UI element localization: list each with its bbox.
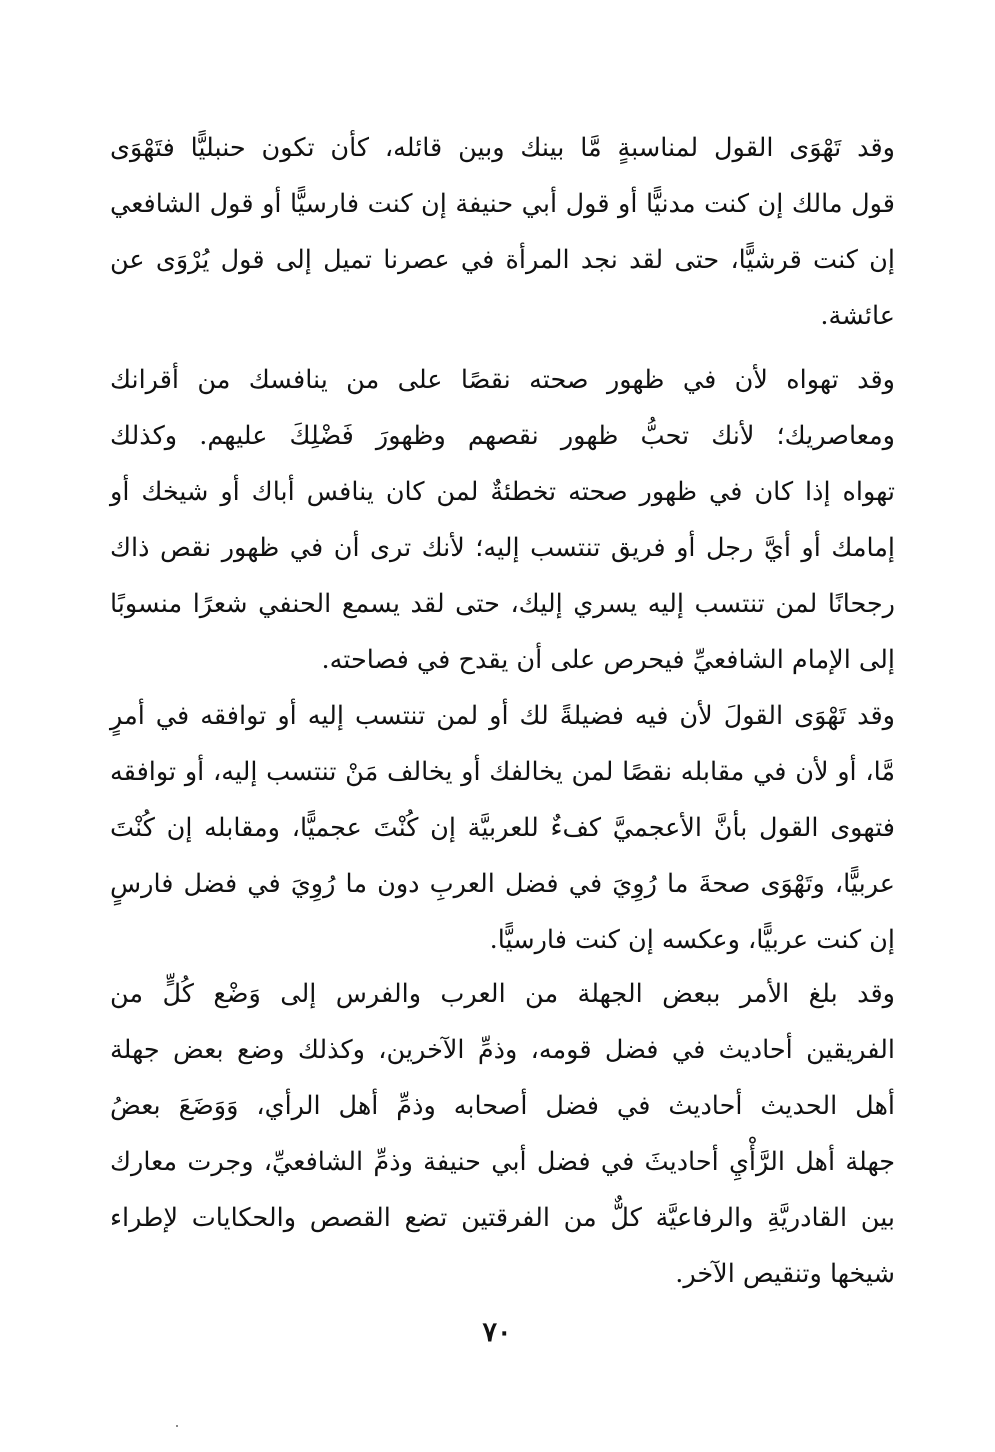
text-line: ومعاصريك؛ لأنك تحبُّ ظهور نقصهم وظهورَ فَضْلِكَ عليهم. وكذلك <box>110 421 895 451</box>
text-line: وقد بلغ الأمر ببعض الجهلة من العرب والفرس إلى وَضْع كُلٍّ من <box>110 979 895 1009</box>
text-line: الفريقين أحاديث في فضل قومه، وذمِّ الآخرين، وكذلك وضع بعض جهلة <box>110 1035 895 1065</box>
text-line: إلى الإمام الشافعيِّ فيحرص على أن يقدح في فصاحته. <box>321 645 895 675</box>
text-line: بين القادريَّةِ والرفاعيَّة كلٌّ من الفرقتين تضع القصص والحكايات لإطراء <box>110 1203 895 1233</box>
text-line: أهل الحديث أحاديث في فضل أصحابه وذمِّ أهل الرأي، وَوَضَعَ بعضُ <box>110 1091 895 1121</box>
text-line: وقد تَهْوَى القول لمناسبةٍ مَّا بينك وبين قائله، كأن تكون حنبليًّا فتَهْوَى <box>110 133 895 163</box>
text-line: قول مالك إن كنت مدنيًّا أو قول أبي حنيفة إن كنت فارسيًّا أو قول الشافعي <box>110 189 895 219</box>
text-line: جهلة أهل الرَّأْيِ أحاديثَ في فضل أبي حنيفة وذمِّ الشافعيِّ، وجرت معارك <box>110 1147 895 1177</box>
text-line: إن كنت عربيًّا، وعكسه إن كنت فارسيًّا. <box>489 925 895 955</box>
text-line: فتهوى القول بأنَّ الأعجميَّ كفءٌ للعربيَّة إن كُنْتَ عجميًّا، ومقابله إن كُنْتَ <box>110 813 895 843</box>
text-line: إن كنت قرشيًّا، حتى لقد نجد المرأة في عصرنا تميل إلى قول يُرْوَى عن <box>110 245 895 275</box>
text-line: شيخها وتنقيص الآخر. <box>675 1259 895 1289</box>
text-line: وقد تهواه لأن في ظهور صحته نقصًا على من ينافسك من أقرانك <box>110 365 895 395</box>
text-line: عربيًّا، وتَهْوَى صحةَ ما رُوِيَ في فضل العربِ دون ما رُوِيَ في فضل فارسٍ <box>110 869 895 899</box>
paragraph-4 <box>110 966 895 1302</box>
text-line: تهواه إذا كان في ظهور صحته تخطئةٌ لمن كان ينافس أباك أو شيخك أو <box>110 477 895 507</box>
scan-speck <box>176 1425 178 1427</box>
text-line: وقد تَهْوَى القولَ لأن فيه فضيلةً لك أو لمن تنتسب إليه أو توافقه في أمرٍ <box>110 701 895 731</box>
text-line: رجحانًا لمن تنتسب إليه يسري إليك، حتى لقد يسمع الحنفي شعرًا منسوبًا <box>110 589 895 619</box>
page-number: ٧٠ <box>482 1317 512 1348</box>
paragraph-2 <box>110 352 895 688</box>
paragraph-1 <box>110 120 895 344</box>
text-line: عائشة. <box>820 301 895 331</box>
paragraph-3 <box>110 688 895 968</box>
text-line: مَّا، أو لأن في مقابله نقصًا لمن يخالفك أو يخالف مَنْ تنتسب إليه، أو توافقه <box>110 757 895 787</box>
text-line: إمامك أو أيَّ رجل أو فريق تنتسب إليه؛ لأنك ترى أن في ظهور نقص ذاك <box>110 533 895 563</box>
